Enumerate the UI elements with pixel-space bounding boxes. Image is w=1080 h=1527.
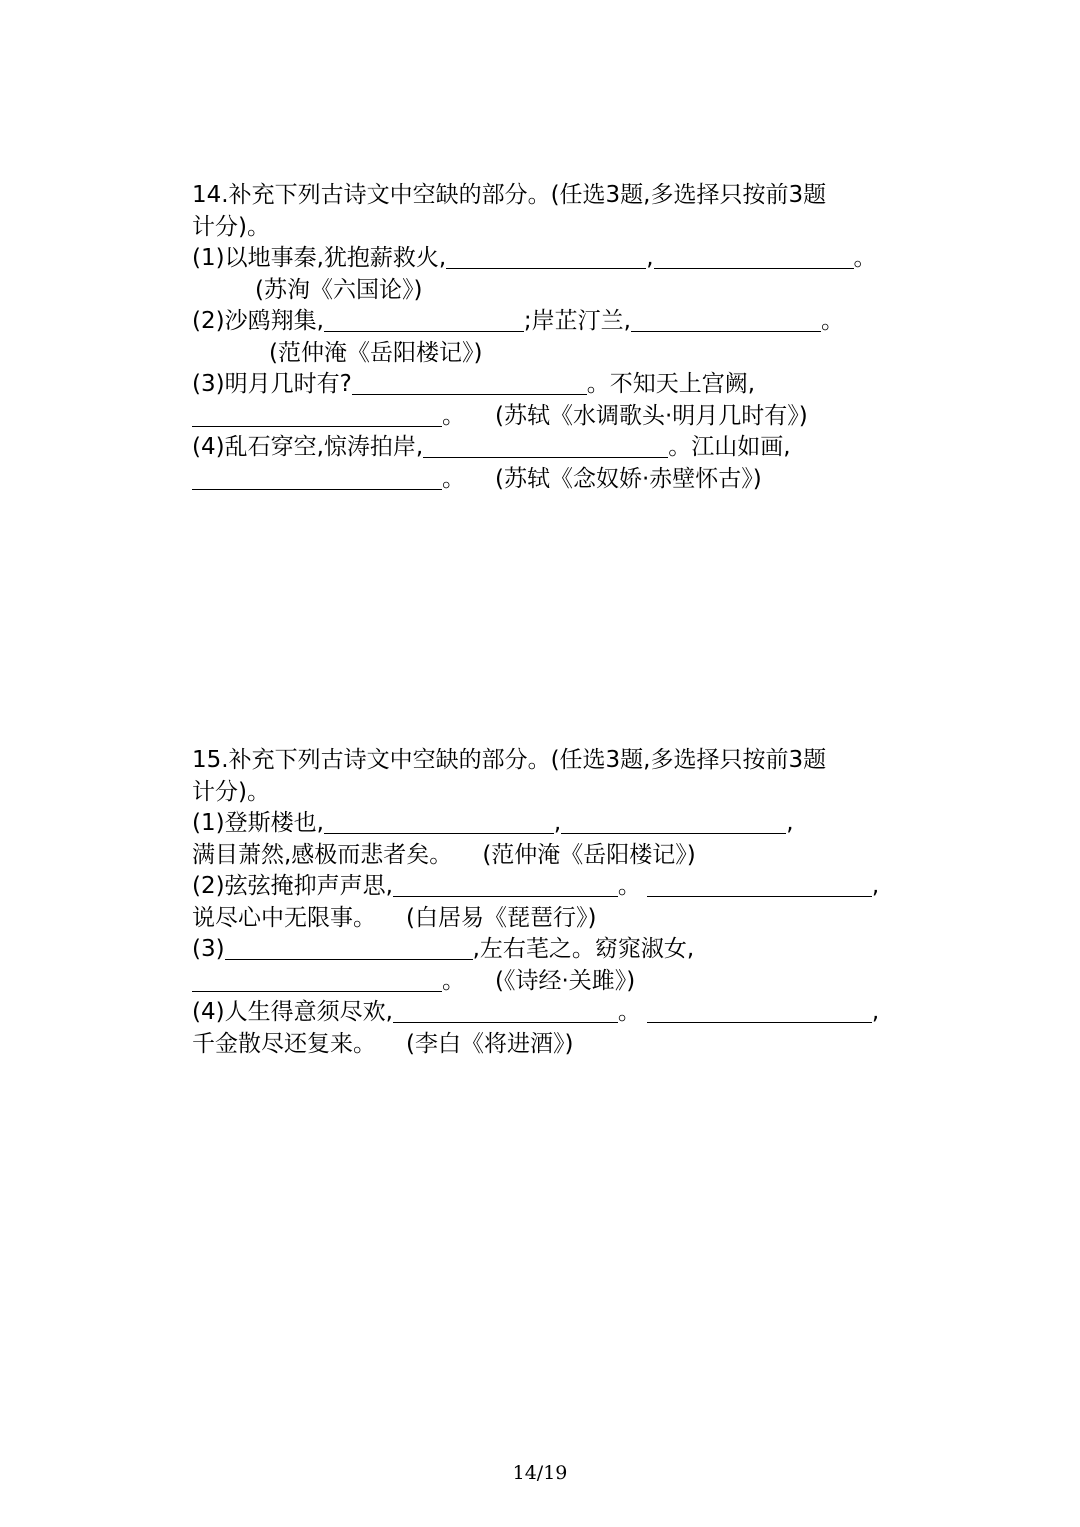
blank-line[interactable] (192, 465, 442, 490)
punct: 。 (617, 999, 641, 1025)
punct: 。 (442, 967, 465, 994)
item-text: 。不知天上宫阙, (586, 371, 756, 397)
question-title-cont: 计分)。 (192, 778, 270, 805)
item-2-cont (192, 903, 912, 935)
source: (李白《将进酒》) (406, 1030, 574, 1057)
question-title: 14.补充下列古诗文中空缺的部分。(任选3题,多选择只按前3题 (192, 182, 827, 208)
blank-line[interactable] (647, 872, 872, 897)
source: (苏轼《水调歌头·明月几时有》) (495, 402, 808, 429)
question-15 (192, 745, 912, 1060)
item-4-cont (192, 464, 912, 496)
punct: , (786, 810, 794, 836)
punct: 。 (853, 245, 877, 271)
item-1-cont (192, 840, 912, 872)
item-text: (4)乱石穿空,惊涛拍岸, (192, 434, 424, 460)
blank-line[interactable] (352, 370, 587, 395)
blank-line[interactable] (446, 244, 646, 269)
item-text: ,左右芼之。窈窕淑女, (472, 936, 695, 962)
blank-line[interactable] (654, 244, 854, 269)
blank-line[interactable] (631, 307, 821, 332)
item-text: (1)登斯楼也, (192, 810, 324, 836)
punct: , (646, 245, 654, 271)
blank-line[interactable] (393, 872, 618, 897)
blank-line[interactable] (324, 809, 554, 834)
item-text: 千金散尽还复来。 (192, 1030, 376, 1057)
question-14 (192, 180, 912, 495)
item-1 (192, 808, 912, 840)
blank-line[interactable] (423, 433, 668, 458)
source: (范仲淹《岳阳楼记》) (482, 841, 696, 868)
item-3-cont (192, 966, 912, 998)
punct: , (553, 810, 562, 836)
item-1 (192, 243, 912, 275)
item-text: (1)以地事秦,犹抱薪救火, (192, 245, 447, 271)
item-text: (3) (192, 936, 225, 962)
item-text: 说尽心中无限事。 (192, 904, 376, 931)
item-text: 。江山如画, (668, 434, 791, 460)
item-2 (192, 871, 912, 903)
blank-line[interactable] (192, 967, 442, 992)
item-text: (4)人生得意须尽欢, (192, 999, 393, 1025)
blank-line[interactable] (393, 998, 618, 1023)
blank-line[interactable] (647, 998, 872, 1023)
item-text: (2)弦弦掩抑声声思, (192, 873, 393, 899)
item-4-cont (192, 1029, 912, 1061)
blank-line[interactable] (324, 307, 524, 332)
blank-line[interactable] (225, 935, 473, 960)
question-title: 15.补充下列古诗文中空缺的部分。(任选3题,多选择只按前3题 (192, 747, 827, 773)
blank-line[interactable] (192, 402, 442, 427)
item-3-cont (192, 401, 912, 433)
blank-line[interactable] (561, 809, 786, 834)
source: (白居易《琵琶行》) (406, 904, 597, 931)
punct: 。 (820, 308, 844, 334)
punct: 。 (617, 873, 641, 899)
source: (苏洵《六国论》) (255, 276, 423, 303)
page-number: 14/19 (512, 1462, 568, 1484)
item-3 (192, 934, 912, 966)
item-text: ;岸芷汀兰, (523, 308, 631, 334)
item-2 (192, 306, 912, 338)
item-text: (3)明月几时有? (192, 371, 352, 397)
punct: , (871, 999, 880, 1025)
source: (范仲淹《岳阳楼记》) (269, 339, 483, 366)
item-text: (2)沙鸥翔集, (192, 308, 324, 334)
source: (苏轼《念奴娇·赤壁怀古》) (495, 465, 762, 492)
punct: 。 (442, 465, 465, 492)
item-4 (192, 997, 912, 1029)
punct: , (871, 873, 880, 899)
question-title-cont: 计分)。 (192, 213, 270, 240)
item-text: 满目萧然,感极而悲者矣。 (192, 841, 453, 868)
item-4 (192, 432, 912, 464)
item-3 (192, 369, 912, 401)
source: (《诗经·关雎》) (495, 967, 636, 994)
punct: 。 (442, 402, 465, 429)
